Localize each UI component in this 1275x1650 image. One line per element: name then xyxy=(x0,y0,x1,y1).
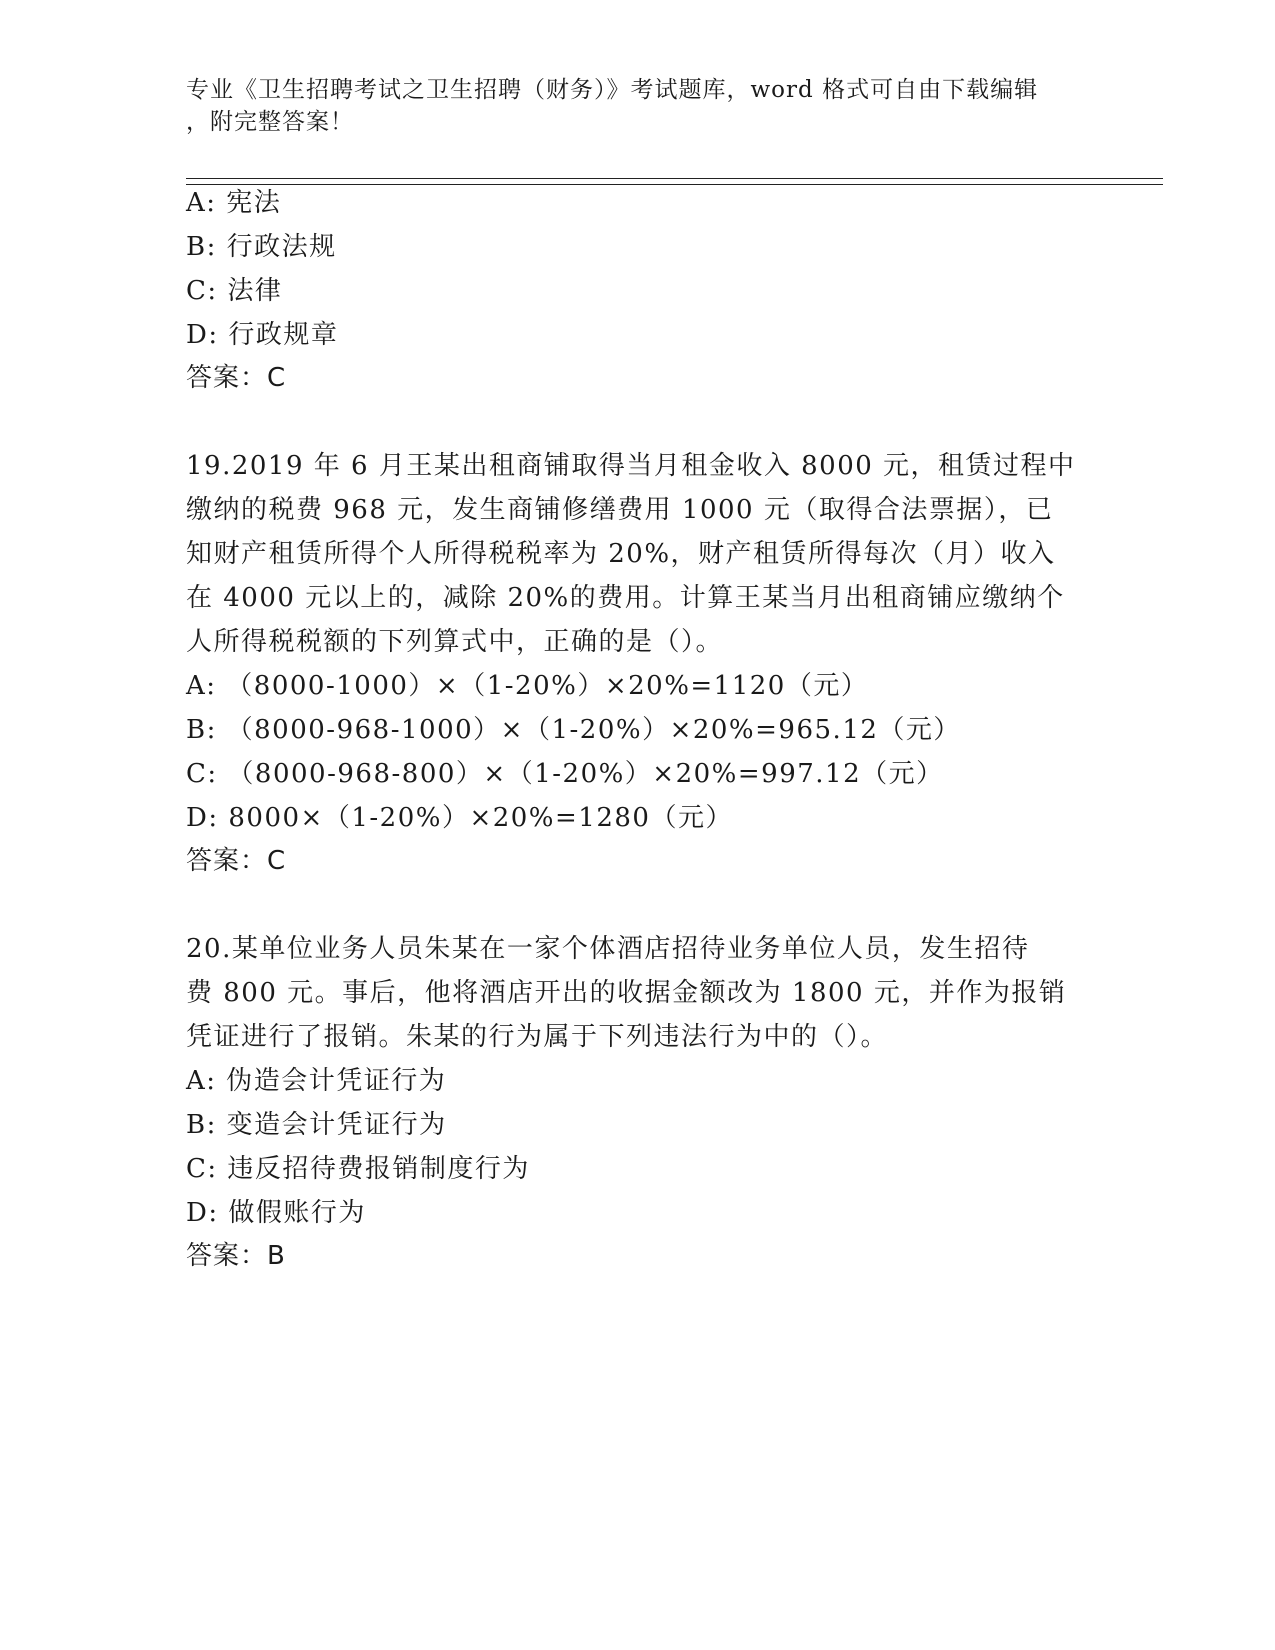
option-a: A: 宪法 xyxy=(186,188,282,218)
option-c: C: （8000-968-800）×（1-20%）×20%=997.12（元） xyxy=(186,759,944,789)
question-stem-line: 人所得税税额的下列算式中，正确的是（）。 xyxy=(186,627,724,657)
question-stem-line: 凭证进行了报销。朱某的行为属于下列违法行为中的（）。 xyxy=(186,1022,889,1052)
document-title xyxy=(186,74,1086,138)
question-stem-line: 19.2019 年 6 月王某出租商铺取得当月租金收入 8000 元，租赁过程中 xyxy=(186,451,1076,481)
question-stem-line: 知财产租赁所得个人所得税税率为 20%，财产租赁所得每次（月）收入 xyxy=(186,539,1056,569)
title-line-2: ，附完整答案！ xyxy=(186,109,354,135)
title-line-1: 专业《卫生招聘考试之卫生招聘（财务）》考试题库，word 格式可自由下载编辑 xyxy=(186,77,1039,103)
question-stem-line: 20.某单位业务人员朱某在一家个体酒店招待业务单位人员，发生招待 xyxy=(186,934,1030,964)
question-stem-line: 费 800 元。事后，他将酒店开出的收据金额改为 1800 元，并作为报销 xyxy=(186,978,1067,1008)
option-d: D: 8000×（1-20%）×20%=1280（元） xyxy=(186,803,733,833)
question-stem-line: 在 4000 元以上的，减除 20%的费用。计算王某当月出租商铺应缴纳个 xyxy=(186,583,1065,613)
option-c: C: 违反招待费报销制度行为 xyxy=(186,1154,530,1184)
option-a: A: （8000-1000）×（1-20%）×20%=1120（元） xyxy=(186,671,869,701)
option-b: B: 行政法规 xyxy=(186,232,337,262)
option-d: D: 行政规章 xyxy=(186,320,339,350)
option-c: C: 法律 xyxy=(186,276,283,306)
answer-line: 答案：B xyxy=(186,1241,286,1271)
answer-line: 答案：C xyxy=(186,846,287,876)
option-b: B: （8000-968-1000）×（1-20%）×20%=965.12（元） xyxy=(186,715,961,745)
option-d: D: 做假账行为 xyxy=(186,1198,366,1228)
option-b: B: 变造会计凭证行为 xyxy=(186,1110,447,1140)
option-a: A: 伪造会计凭证行为 xyxy=(186,1066,447,1096)
question-stem-line: 缴纳的税费 968 元，发生商铺修缮费用 1000 元（取得合法票据），已 xyxy=(186,495,1054,525)
answer-line: 答案：C xyxy=(186,363,287,393)
header-divider xyxy=(186,178,1163,185)
